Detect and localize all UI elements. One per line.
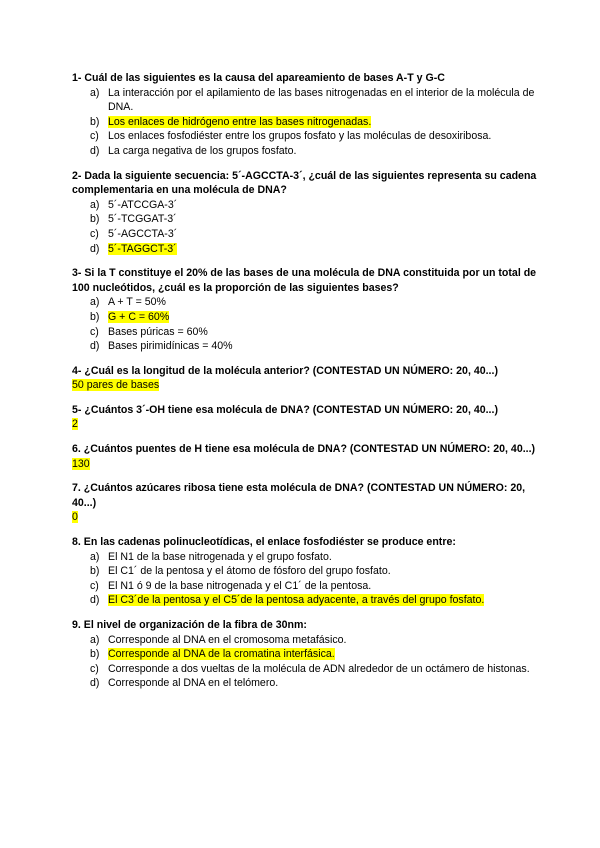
option-text: Corresponde a dos vueltas de la molécula de ADN alrededor de un octámero de histonas. [108,662,530,675]
question-title: 8. En las cadenas polinucleotídicas, el enlace fosfodiéster se produce entre: [72,536,456,549]
answer-text-highlighted: 50 pares de bases [72,379,160,392]
option-text: 5´-AGCCTA-3´ [108,227,178,240]
option-d [90,144,540,159]
option-letter: b) [90,115,100,128]
option-b [90,212,540,227]
option-d [90,242,540,257]
question-title: 4- ¿Cuál es la longitud de la molécula anterior? (CONTESTAD UN NÚMERO: 20, 40...) [72,364,498,377]
question-9 [72,618,540,691]
option-text-highlighted: El C3´de la pentosa y el C5´de la pentosa adyacente, a través del grupo fosfato. [108,594,485,607]
answer-text-highlighted: 0 [72,511,78,524]
question-title: 1- Cuál de las siguientes es la causa del apareamiento de bases A-T y G-C [72,72,445,84]
option-b [90,115,540,130]
option-c [90,129,540,144]
option-c [90,579,540,594]
option-letter: a) [90,296,100,309]
option-letter: c) [90,579,99,592]
option-text: Bases pirimidínicas = 40% [108,340,233,353]
option-b [90,310,540,325]
option-letter: a) [90,633,100,646]
option-a [90,86,540,115]
question-title: 9. El nivel de organización de la fibra de 30nm: [72,619,307,631]
option-letter: d) [90,677,100,690]
question-5 [72,403,540,432]
options-list [72,86,540,159]
question-title: 3- Si la T constituye el 20% de las bases de una molécula de DNA constituida por un total de 100 nucleótidos, ¿cuál es la proporción de las siguientes bases? [72,267,537,294]
option-letter: b) [90,565,100,578]
question-title: 5- ¿Cuántos 3´-OH tiene esa molécula de DNA? (CONTESTAD UN NÚMERO: 20, 40...) [72,403,498,416]
option-text: La interacción por el apilamiento de las bases nitrogenadas en el interior de la molécula de DNA. [108,86,535,114]
option-text-highlighted: Los enlaces de hidrógeno entre las bases nitrogenadas. [108,115,372,128]
question-3 [72,266,540,354]
option-text: Corresponde al DNA en el telómero. [108,677,279,690]
option-text: Bases púricas = 60% [108,325,208,338]
option-letter: c) [90,227,99,240]
option-text: 5´-ATCCGA-3´ [108,198,178,211]
answer-line [72,417,540,432]
question-6 [72,442,540,471]
option-letter: c) [90,662,99,675]
option-letter: c) [90,130,99,143]
option-text-highlighted: 5´-TAGGCT-3´ [108,242,177,255]
option-letter: a) [90,550,100,563]
options-list [72,633,540,691]
option-a [90,198,540,213]
option-letter: d) [90,144,100,157]
question-7 [72,481,540,525]
option-b [90,564,540,579]
option-letter: a) [90,198,100,211]
option-a [90,633,540,648]
option-c [90,325,540,340]
option-text: La carga negativa de los grupos fosfato. [108,144,297,157]
question-1 [72,71,540,159]
answer-line [72,457,540,472]
options-list [72,295,540,353]
option-text: El C1´ de la pentosa y el átomo de fósforo del grupo fosfato. [108,565,391,578]
question-4 [72,364,540,393]
answer-line [72,378,540,393]
question-title: 2- Dada la siguiente secuencia: 5´-AGCCTA-3´, ¿cuál de las siguientes representa su cadena complementaria en una molécula de DNA? [72,169,537,197]
option-c [90,227,540,242]
option-d [90,339,540,354]
question-8 [72,535,540,608]
option-letter: b) [90,213,100,226]
option-letter: a) [90,86,100,99]
answer-line [72,510,540,525]
question-title: 7. ¿Cuántos azúcares ribosa tiene esta molécula de DNA? (CONTESTAD UN NÚMERO: 20, 40...) [72,482,526,509]
option-letter: c) [90,325,99,338]
option-c [90,662,540,677]
option-letter: b) [90,648,100,661]
option-text: El N1 de la base nitrogenada y el grupo fosfato. [108,550,332,563]
option-letter: d) [90,340,100,353]
question-2 [72,169,540,257]
option-a [90,295,540,310]
answer-text-highlighted: 130 [72,457,90,470]
option-b [90,647,540,662]
options-list [72,550,540,608]
option-d [90,676,540,691]
option-text: Los enlaces fosfodiéster entre los grupos fosfato y las moléculas de desoxiribosa. [108,130,492,143]
option-d [90,593,540,608]
option-text-highlighted: G + C = 60% [108,310,170,323]
option-text-highlighted: Corresponde al DNA de la cromatina interfásica. [108,648,335,661]
answer-text-highlighted: 2 [72,418,78,431]
option-letter: b) [90,310,100,323]
options-list [72,198,540,256]
option-text: Corresponde al DNA en el cromosoma metafásico. [108,633,347,646]
question-title: 6. ¿Cuántos puentes de H tiene esa molécula de DNA? (CONTESTAD UN NÚMERO: 20, 40...) [72,443,536,456]
option-letter: d) [90,242,100,255]
option-letter: d) [90,594,100,607]
option-a [90,550,540,565]
option-text: 5´-TCGGAT-3´ [108,213,177,226]
option-text: El N1 ó 9 de la base nitrogenada y el C1´ de la pentosa. [108,579,372,592]
option-text: A + T = 50% [108,296,166,309]
